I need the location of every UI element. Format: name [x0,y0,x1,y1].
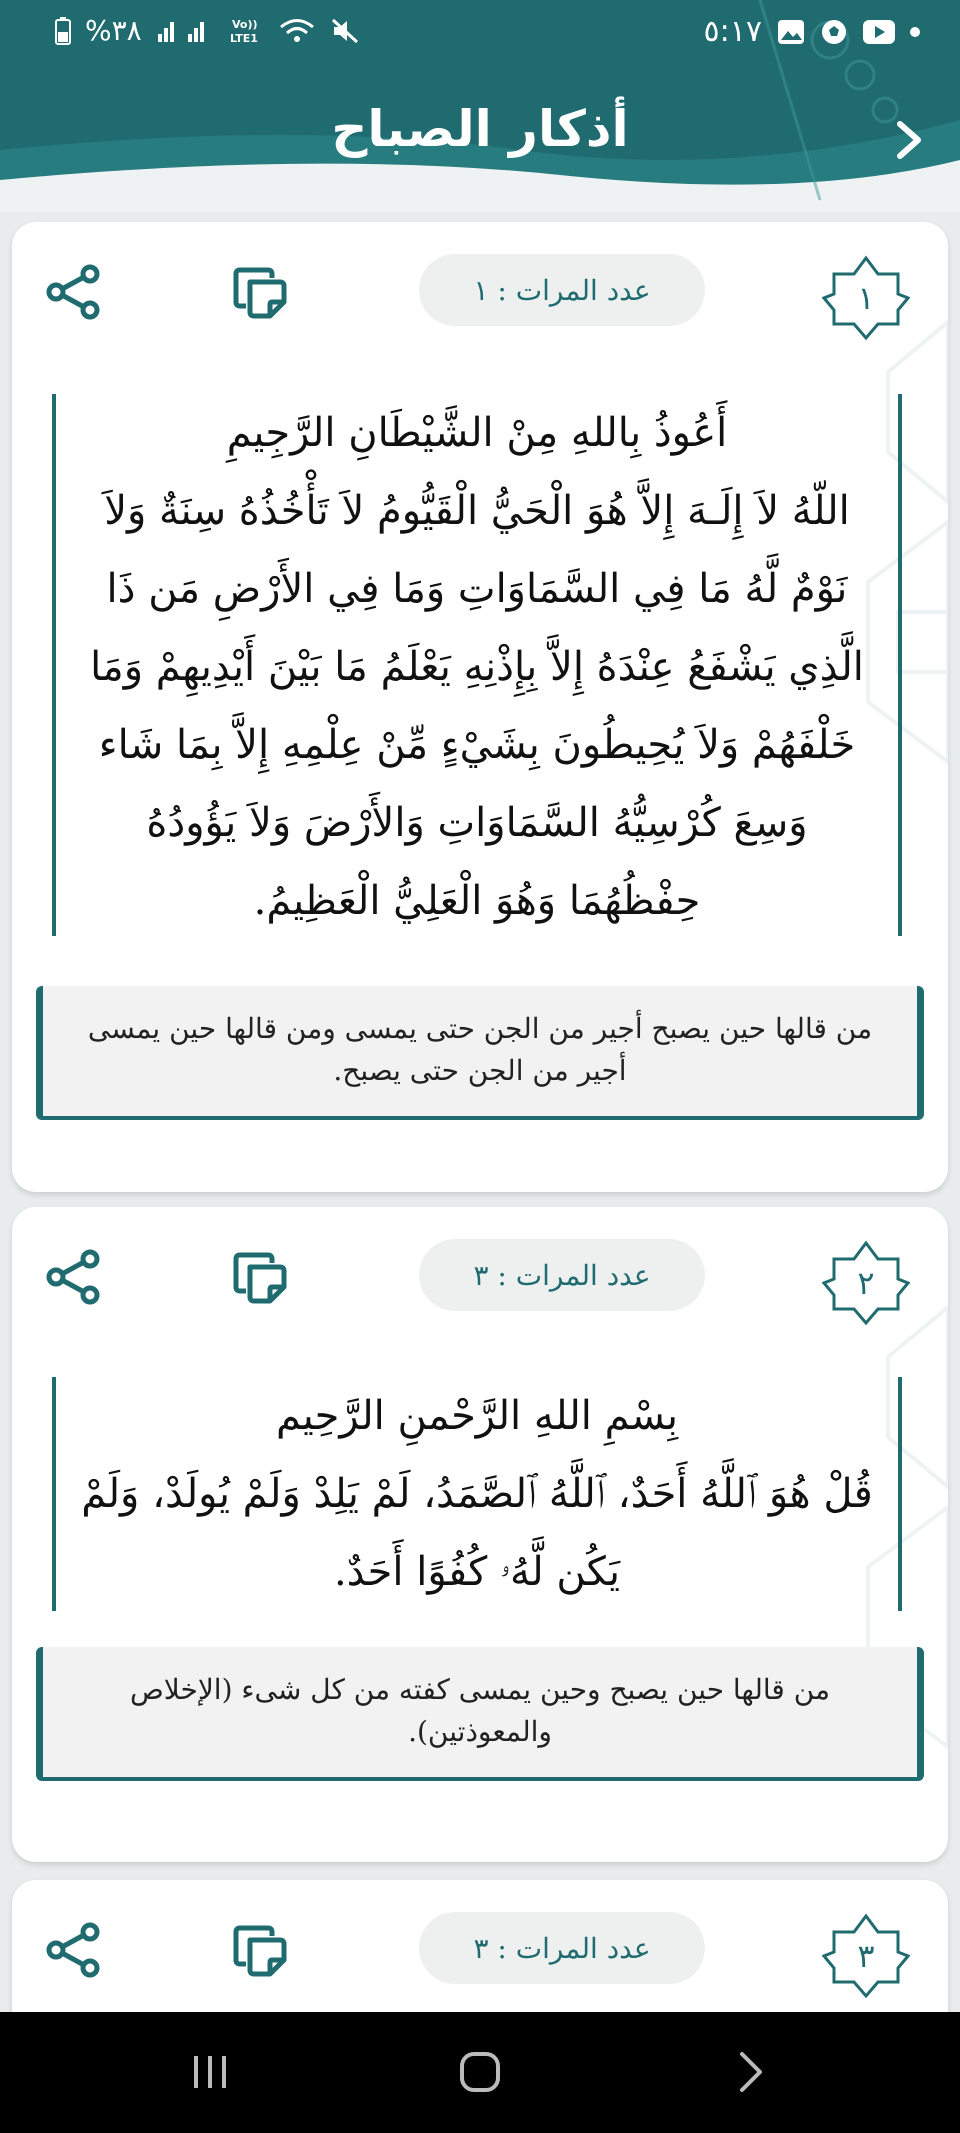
status-right-group [55,14,360,47]
notification-dot-icon [910,27,920,37]
dhikr-line: بِسْمِ اللهِ الرَّحْمنِ الرَّحِيم [275,1393,679,1439]
share-button[interactable] [44,1920,104,1980]
dhikr-card [12,222,948,1192]
share-icon [44,262,104,322]
dhikr-text [52,394,902,936]
home-button[interactable] [450,2042,510,2102]
copy-button[interactable] [230,1920,290,1980]
status-time: ٥:١٧ [703,14,762,49]
youtube-icon [862,19,896,45]
mute-icon [330,17,360,45]
repeat-count: عدد المرات : ٣ [419,1912,705,1984]
dhikr-number: ٣ [857,1937,875,1975]
system-navigation-bar [0,2012,960,2133]
repeat-count: عدد المرات : ٣ [419,1239,705,1311]
recent-apps-icon [180,2042,240,2102]
back-nav-button[interactable] [720,2042,780,2102]
share-button[interactable] [44,262,104,322]
dhikr-line: أَعُوذُ بِاللهِ مِنْ الشَّيْطَانِ الرَّجِيمِ [226,410,728,456]
dhikr-card [12,1207,948,1862]
home-icon [450,2042,510,2102]
football-icon [820,18,848,46]
share-button[interactable] [44,1247,104,1307]
dhikr-number-badge [822,254,910,342]
dhikr-virtue: من قالها حين يصبح أجير من الجن حتى يمسى ومن قالها حين يمسى أجير من الجن حتى يصبح. [36,986,924,1120]
share-icon [44,1247,104,1307]
dhikr-number: ٢ [857,1264,875,1302]
dhikr-virtue: من قالها حين يصبح وحين يمسى كفته من كل شىء (الإخلاص والمعوذتين). [36,1647,924,1781]
dhikr-number-badge [822,1239,910,1327]
copy-button[interactable] [230,262,290,322]
signal-icon [156,18,216,44]
back-button[interactable] [878,110,938,170]
dhikr-text [52,1377,902,1611]
gallery-icon [776,18,806,46]
dhikr-line: قُلْ هُوَ ٱللَّهُ أَحَدٌ، ٱللَّهُ ٱلصَّمَدُ، لَمْ يَلِدْ وَلَمْ يُولَدْ، وَلَمْ يَكُن لَّهُۥ كُفُوًا أَحَدٌ. [81,1471,873,1595]
chevron-right-icon [878,110,938,170]
copy-icon [230,262,290,322]
dhikr-number: ١ [857,279,875,317]
adhkar-list[interactable] [0,212,960,2012]
copy-icon [230,1247,290,1307]
battery-level: %٣٨ [85,14,142,47]
battery-icon [55,17,71,45]
volte-icon [230,17,264,45]
recent-apps-button[interactable] [180,2042,240,2102]
dhikr-line: اللّهُ لاَ إِلَـهَ إِلاَّ هُوَ الْحَيُّ الْقَيُّومُ لاَ تَأْخُذُهُ سِنَةٌ وَلاَ نَوْمٌ لَّهُ مَا فِي السَّمَاوَاتِ وَمَا فِي الأَرْضِ مَن ذَا الَّذِي يَشْفَعُ عِنْدَهُ إِلاَّ بِإِذْنِهِ يَعْلَمُ مَا بَيْنَ أَيْدِيهِمْ وَمَا خَلْفَهُمْ وَلاَ يُحِيطُونَ بِشَيْءٍ مِّنْ عِلْمِهِ إِلاَّ بِمَا شَاء وَسِعَ كُرْسِيُّهُ السَّمَاوَاتِ وَالأَرْضَ وَلاَ يَؤُودُهُ حِفْظُهُمَا وَهُوَ الْعَلِيُّ الْعَظِيمُ. [90,488,864,924]
copy-button[interactable] [230,1247,290,1307]
svg-text:LTE1: LTE1 [229,31,258,45]
wifi-icon [278,17,316,45]
repeat-count: عدد المرات : ١ [419,254,705,326]
dhikr-card [12,1880,948,2012]
page-title: أذكار الصباح [331,100,629,158]
svg-text:Vo)): Vo)) [231,17,258,31]
status-bar [0,0,960,70]
chevron-right-icon [720,2042,780,2102]
share-icon [44,1920,104,1980]
status-left-group [704,14,920,49]
app-header [0,0,960,212]
dhikr-number-badge [822,1912,910,2000]
copy-icon [230,1920,290,1980]
